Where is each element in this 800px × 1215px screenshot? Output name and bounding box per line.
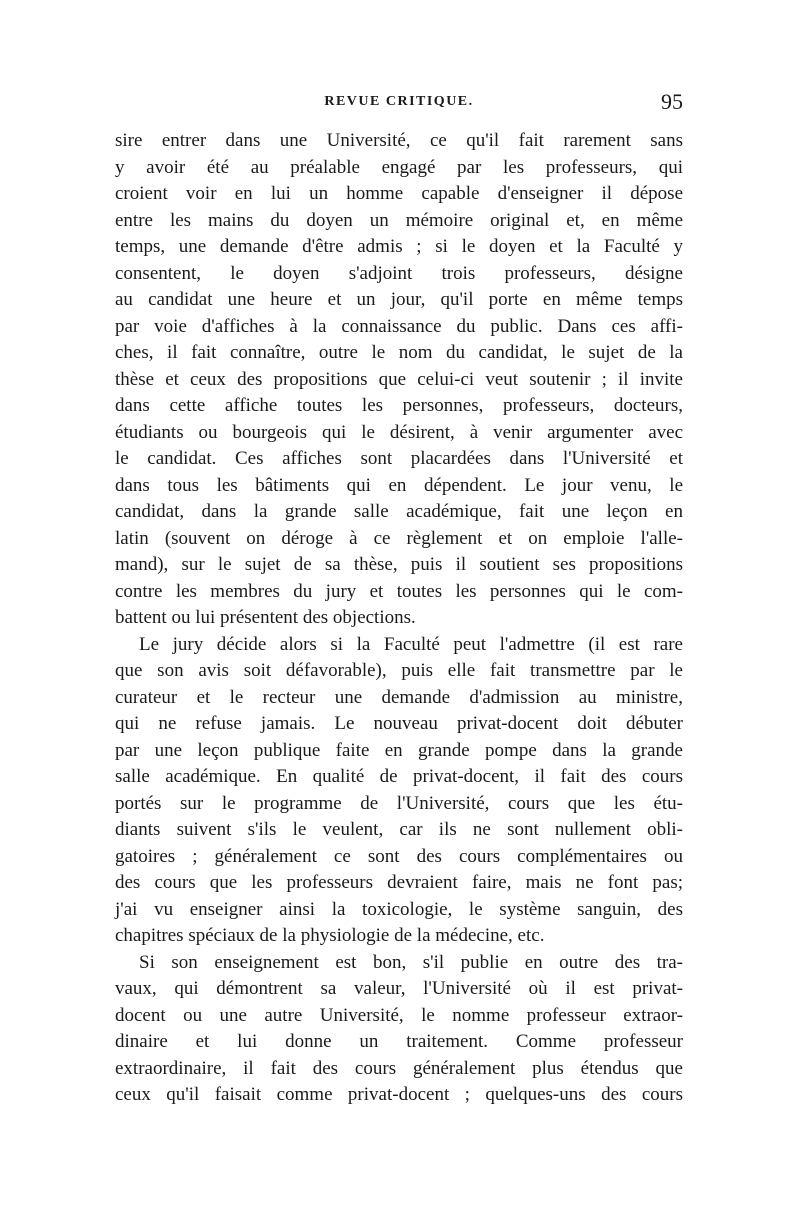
text-line: ches, il fait connaître, outre le nom du candidat, le sujet de la	[115, 342, 683, 363]
page-number: 95	[661, 89, 683, 114]
text-line: consentent, le doyen s'adjoint trois professeurs, désigne	[115, 262, 683, 284]
text-line: contre les membres du jury et toutes les personnes qui le com-	[115, 580, 683, 602]
text-line: y avoir été au préalable engagé par les professeurs, qui	[115, 156, 683, 178]
text-line: Le jury décide alors si la Faculté peut l'admettre (il est rare	[139, 633, 683, 655]
text-line: diants suivent s'ils le veulent, car ils ne sont nullement obli-	[115, 819, 683, 840]
paragraph	[115, 632, 683, 950]
text-line: dans tous les bâtiments qui en dépendent. Le jour venu, le	[115, 474, 683, 496]
text-line: gatoires ; généralement ce sont des cours complémentaires ou	[115, 845, 683, 867]
text-line: candidat, dans la grande salle académique, fait une leçon en	[115, 501, 683, 522]
text-line: thèse et ceux des propositions que celui-ci veut soutenir ; il invite	[115, 368, 683, 390]
text-line: croient voir en lui un homme capable d'enseigner il dépose	[115, 183, 683, 204]
text-line: vaux, qui démontrent sa valeur, l'Université où il est privat-	[115, 978, 683, 999]
text-line: temps, une demande d'être admis ; si le doyen et la Faculté y	[115, 236, 683, 257]
text-line: j'ai vu enseigner ainsi la toxicologie, le système sanguin, des	[115, 898, 683, 920]
text-line: curateur et le recteur une demande d'admission au ministre,	[115, 686, 683, 708]
text-line: mand), sur le sujet de sa thèse, puis il soutient ses propositions	[115, 554, 683, 575]
text-line: ceux qu'il faisait comme privat-docent ; quelques-uns des cours	[115, 1084, 683, 1105]
text-line: latin (souvent on déroge à ce règlement et on emploie l'alle-	[115, 527, 683, 549]
text-line: dans cette affiche toutes les personnes, professeurs, docteurs,	[115, 395, 683, 416]
text-line: qui ne refuse jamais. Le nouveau privat-docent doit débuter	[115, 713, 683, 734]
text-line: des cours que les professeurs devraient faire, mais ne font pas;	[115, 872, 683, 893]
body-text	[115, 128, 683, 1109]
text-line: docent ou une autre Université, le nomme professeur extraor-	[115, 1004, 683, 1026]
text-line: Si son enseignement est bon, s'il publie en outre des tra-	[139, 951, 683, 973]
text-line: salle académique. En qualité de privat-docent, il fait des cours	[115, 766, 683, 787]
text-line: extraordinaire, il fait des cours généralement plus étendus que	[115, 1057, 683, 1079]
text-line: par voie d'affiches à la connaissance du public. Dans ces affi-	[115, 315, 683, 337]
text-line: le candidat. Ces affiches sont placardées dans l'Université et	[115, 448, 683, 469]
text-line: par une leçon publique faite en grande pompe dans la grande	[115, 739, 683, 761]
text-line: que son avis soit défavorable), puis elle fait transmettre par le	[115, 660, 683, 681]
text-line: portés sur le programme de l'Université, cours que les étu-	[115, 792, 683, 814]
running-head	[115, 89, 683, 122]
text-line: sire entrer dans une Université, ce qu'il fait rarement sans	[115, 130, 683, 151]
paragraph	[115, 128, 683, 632]
text-line: entre les mains du doyen un mémoire original et, en même	[115, 209, 683, 231]
paragraph	[115, 950, 683, 1109]
running-title: REVUE CRITIQUE.	[324, 94, 474, 109]
text-line: battent ou lui présentent des objections.	[115, 607, 416, 628]
text-line: étudiants ou bourgeois qui le désirent, à venir argumenter avec	[115, 421, 683, 443]
text-line: dinaire et lui donne un traitement. Comme professeur	[115, 1031, 683, 1052]
text-line: chapitres spéciaux de la physiologie de la médecine, etc.	[115, 925, 545, 946]
text-line: au candidat une heure et un jour, qu'il porte en même temps	[115, 289, 683, 310]
